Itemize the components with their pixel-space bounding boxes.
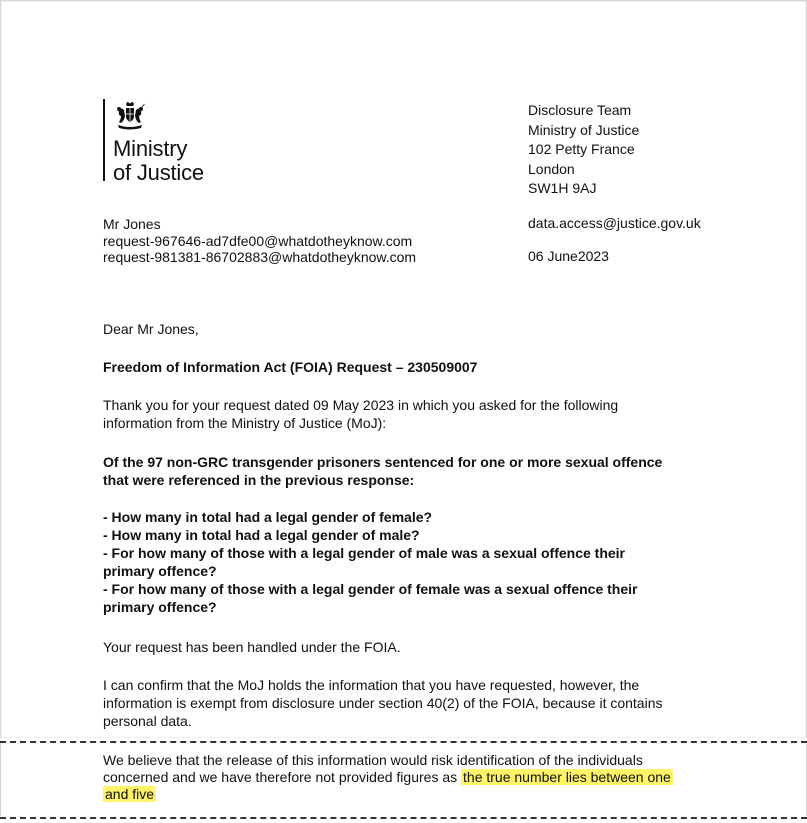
question-item: - For how many of those with a legal gender of male was a sexual offence their <box>103 545 626 561</box>
royal-coat-of-arms-icon <box>115 101 145 131</box>
question-item: primary offence? <box>103 563 217 579</box>
address-line: SW1H 9AJ <box>528 180 597 197</box>
logo-text-of-justice: of Justice <box>113 160 204 185</box>
subject-heading: Freedom of Information Act (FOIA) Request – 230509007 <box>103 359 478 375</box>
recipient-email: request-981381-86702883@whatdotheyknow.com <box>103 249 417 265</box>
excerpt-paragraph <box>103 752 673 803</box>
paragraph-line: Of the 97 non-GRC transgender prisoners sentenced for one or more sexual offence <box>103 454 663 470</box>
salutation: Dear Mr Jones, <box>103 321 199 337</box>
question-item: - How many in total had a legal gender of female? <box>103 509 433 525</box>
paragraph-line: I can confirm that the MoJ holds the information that you have requested, however, the <box>103 677 640 693</box>
logo-text-ministry: Ministry <box>113 136 188 161</box>
excerpt-plain-text: concerned and we have therefore not provided figures as <box>103 769 462 785</box>
paragraph-line: personal data. <box>103 713 192 729</box>
letter-date: 06 June2023 <box>528 248 609 264</box>
address-line: Disclosure Team <box>528 102 632 118</box>
sender-address <box>528 101 639 199</box>
cut-line-top <box>0 741 807 743</box>
question-heading <box>103 453 662 489</box>
paragraph-line: information is exempt from disclosure under section 40(2) of the FOIA, because it contains <box>103 695 663 711</box>
question-item: - How many in total had a legal gender of male? <box>103 527 420 543</box>
recipient-block <box>103 216 416 266</box>
highlighted-text: the true number lies between one <box>463 769 671 785</box>
moj-logo <box>103 99 204 185</box>
confirm-paragraph <box>103 676 663 730</box>
cut-line-bottom <box>0 817 807 819</box>
paragraph-line: We believe that the release of this information would risk identification of the individuals <box>103 752 643 768</box>
address-line: London <box>528 160 575 177</box>
recipient-email: request-967646-ad7dfe00@whatdotheyknow.com <box>103 232 413 249</box>
sender-email: data.access@justice.gov.uk <box>528 215 701 231</box>
address-line: 102 Petty France <box>528 141 635 158</box>
paragraph-line: that were referenced in the previous response: <box>103 472 415 488</box>
paragraph-line <box>103 769 673 786</box>
question-list <box>103 508 637 616</box>
recipient-name: Mr Jones <box>103 216 161 232</box>
intro-paragraph <box>103 396 618 432</box>
paragraph-line: information from the Ministry of Justice (MoJ): <box>103 415 387 431</box>
highlighted-text: and five <box>105 786 155 802</box>
question-item: - For how many of those with a legal gender of female was a sexual offence their <box>103 581 638 597</box>
handled-paragraph: Your request has been handled under the FOIA. <box>103 639 401 655</box>
question-item: primary offence? <box>103 599 217 615</box>
paragraph-line: Thank you for your request dated 09 May 2023 in which you asked for the following <box>103 397 619 413</box>
address-line: Ministry of Justice <box>528 121 640 138</box>
paragraph-line <box>103 786 673 803</box>
